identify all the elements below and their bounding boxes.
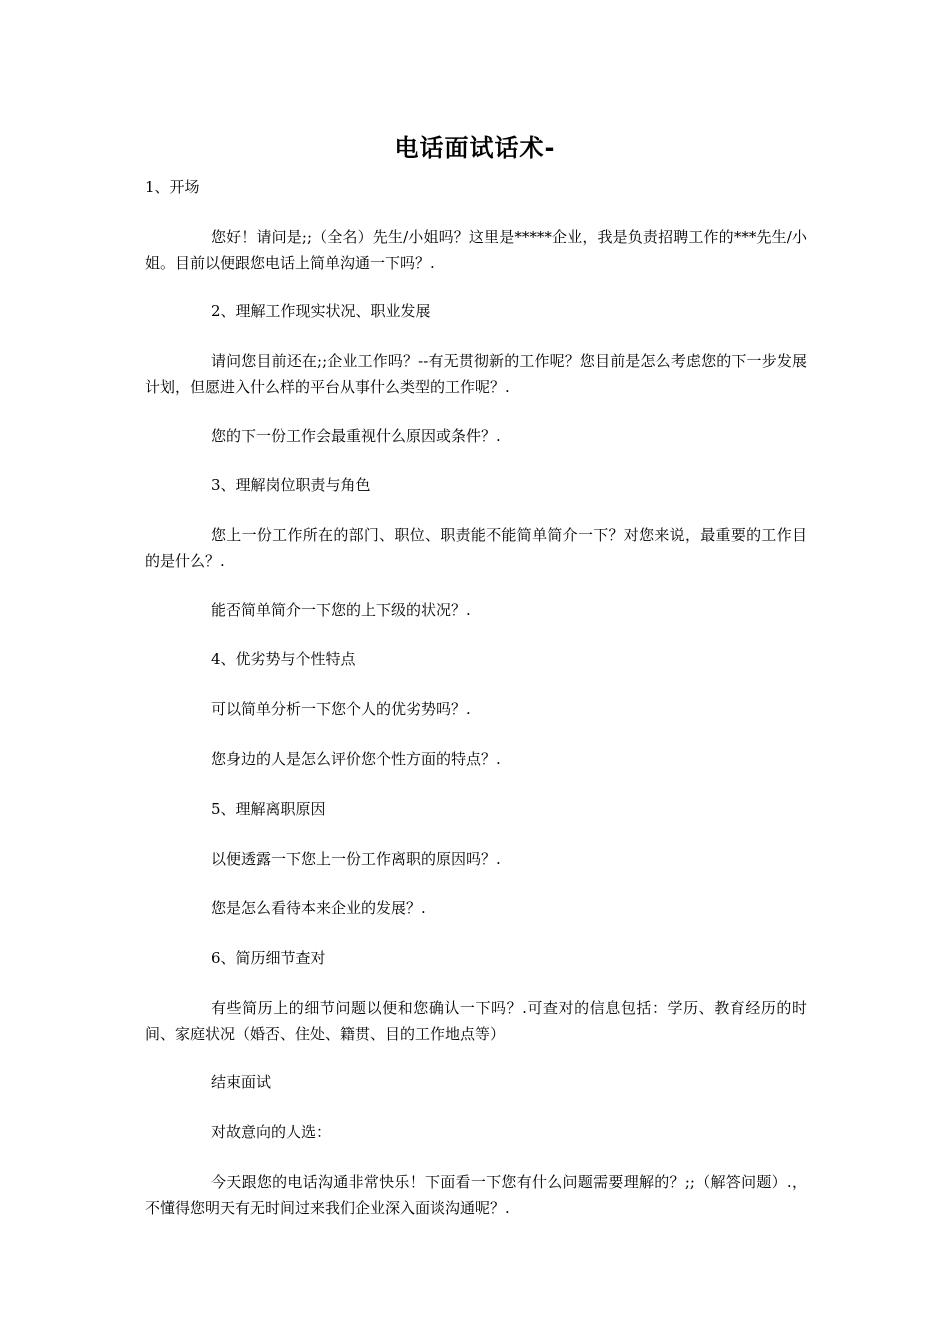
section-heading-resume-check: 6、简历细节查对: [211, 949, 326, 967]
paragraph-personality: 您身边的人是怎么评价您个性方面的特点？.: [211, 750, 501, 768]
paragraph-current-job: 请问您目前还在;;企业工作吗？--有无贯彻新的工作呢？您目前是怎么考虑您的下一步发展计划，但愿进入什么样的平台从事什么类型的工作呢？.: [145, 352, 807, 396]
paragraph-leaving-reason: 以便透露一下您上一份工作离职的原因吗？.: [211, 850, 501, 868]
section-heading-responsibilities: 3、理解岗位职责与角色: [211, 476, 371, 494]
document-title: 电话面试话术-: [394, 134, 556, 162]
paragraph-supervisors: 能否简单简介一下您的上下级的状况？.: [211, 601, 471, 619]
section-heading-strengths: 4、优劣势与个性特点: [211, 650, 356, 668]
section-heading-current-status: 2、理解工作现实状况、职业发展: [211, 302, 431, 320]
paragraph-strengths-weaknesses: 可以简单分析一下您个人的优劣势吗？.: [211, 700, 471, 718]
section-heading-end-interview: 结束面试: [211, 1073, 272, 1091]
section-heading-opening: 1、开场: [145, 178, 200, 196]
paragraph-greeting: 您好！请问是;;（全名）先生/小姐吗？这里是*****企业，我是负责招聘工作的***先生/小姐。目前以便跟您电话上简单沟通一下吗？.: [145, 228, 807, 272]
paragraph-intended-candidates: 对故意向的人选：: [211, 1123, 332, 1141]
paragraph-company-development: 您是怎么看待本来企业的发展？.: [211, 899, 426, 917]
paragraph-closing: 今天跟您的电话沟通非常快乐！下面看一下您有什么问题需要理解的？;;（解答问题）.，不懂得您明天有无时间过来我们企业深入面谈沟通呢？.: [145, 1173, 807, 1217]
paragraph-next-job-factors: 您的下一份工作会最重视什么原因或条件？.: [211, 427, 501, 445]
paragraph-previous-role: 您上一份工作所在的部门、职位、职责能不能简单简介一下？对您来说，最重要的工作目的是什么？.: [145, 526, 807, 570]
paragraph-resume-details: 有些简历上的细节问题以便和您确认一下吗？.可查对的信息包括：学历、教育经历的时间、家庭状况（婚否、住处、籍贯、目的工作地点等）: [145, 999, 807, 1043]
section-heading-leaving-reason: 5、理解离职原因: [211, 800, 326, 818]
